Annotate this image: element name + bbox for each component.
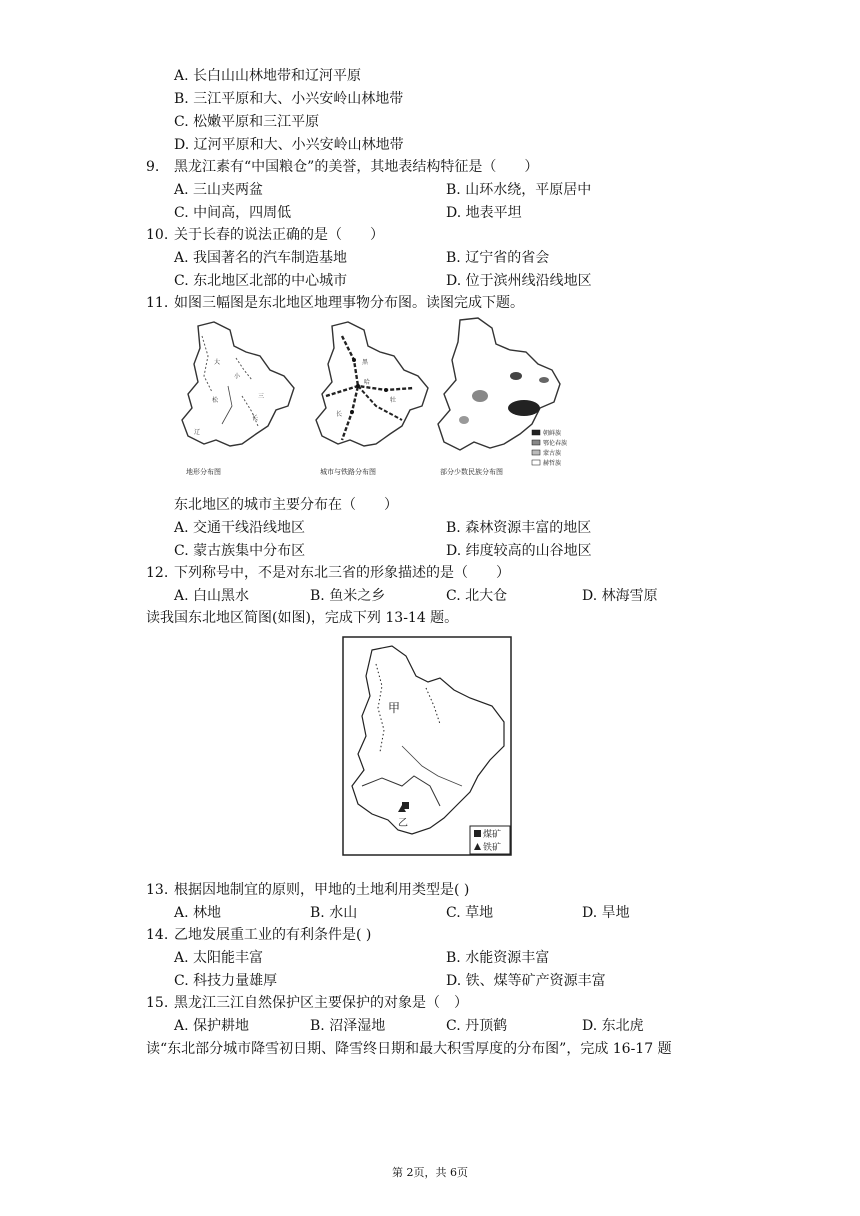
svg-text:鄂伦春族: 鄂伦春族: [543, 440, 568, 447]
q10-option-a: A. 我国著名的汽车制造基地: [174, 250, 348, 266]
page-footer: 第 2页，共 6页: [392, 1166, 468, 1179]
svg-text:牡: 牡: [390, 397, 397, 404]
intro-16-17: 读“东北部分城市降雪初日期、降雪终日期和最大积雪厚度的分布图”，完成 16-17 题: [146, 1041, 672, 1057]
q8-option-c: C. 松嫩平原和三江平原: [174, 114, 320, 130]
svg-text:黑: 黑: [362, 359, 369, 366]
q14-option-a: A. 太阳能丰富: [174, 950, 264, 966]
q8-option-d: D. 辽河平原和大、小兴安岭山林地带: [174, 137, 404, 153]
legend-iron: 铁矿: [483, 843, 502, 853]
svg-text:赫哲族: 赫哲族: [543, 460, 562, 467]
q13-stem: 13. 根据因地制宜的原则，甲地的土地利用类型是( ): [146, 882, 470, 898]
q11-maps-figure: [172, 316, 612, 488]
q10-option-c: C. 东北地区北部的中心城市: [174, 273, 348, 289]
q9-option-c: C. 中间高，四周低: [174, 205, 292, 221]
q15-option-d: D. 东北虎: [582, 1018, 644, 1034]
q9-option-a: A. 三山夹两盆: [174, 182, 264, 198]
q15-option-c: C. 丹顶鹤: [446, 1018, 508, 1034]
intro-13-14: 读我国东北地区简图(如图)，完成下列 13-14 题。: [146, 610, 459, 626]
svg-text:朝鲜族: 朝鲜族: [543, 430, 562, 437]
q12-option-d: D. 林海雪原: [582, 588, 658, 604]
q14-option-c: C. 科技力量雄厚: [174, 973, 278, 989]
q15-option-b: B. 沼泽湿地: [310, 1018, 386, 1034]
q12-option-a: A. 白山黑水: [174, 588, 250, 604]
q10-option-d: D. 位于滨州线沿线地区: [446, 273, 592, 289]
q9-stem: 9. 黑龙江素有“中国粮仓”的美誉，其地表结构特征是（ ）: [146, 159, 539, 175]
q13-option-b: B. 水山: [310, 905, 358, 921]
q15-option-a: A. 保护耕地: [174, 1018, 250, 1034]
q13-option-c: C. 草地: [446, 905, 494, 921]
label-yi: 乙: [398, 818, 408, 829]
q11-option-b: B. 森林资源丰富的地区: [446, 520, 592, 536]
legend-coal: 煤矿: [483, 830, 502, 840]
city-railway-map: [316, 322, 428, 476]
q8-option-a: A. 长白山山林地带和辽河平原: [174, 68, 362, 84]
q9-option-b: B. 山环水绕，平原居中: [446, 182, 592, 198]
q11-option-a: A. 交通干线沿线地区: [174, 520, 306, 536]
svg-text:长: 长: [252, 415, 259, 422]
q12-option-b: B. 鱼米之乡: [310, 588, 386, 604]
city-railway-map-caption: 城市与铁路分布图: [320, 468, 376, 476]
svg-text:辽: 辽: [194, 429, 201, 436]
terrain-map: [182, 322, 294, 476]
svg-text:三: 三: [258, 393, 265, 400]
q11-option-d: D. 纬度较高的山谷地区: [446, 543, 592, 559]
q11-sub-stem: 东北地区的城市主要分布在（ ）: [174, 497, 398, 513]
minority-map-caption: 部分少数民族分布图: [440, 468, 503, 476]
q15-stem: 15. 黑龙江三江自然保护区主要保护的对象是（ ）: [146, 995, 468, 1011]
q11-option-c: C. 蒙古族集中分布区: [174, 543, 306, 559]
svg-text:长: 长: [336, 411, 343, 418]
minority-map: [438, 318, 567, 476]
svg-text:哈: 哈: [364, 379, 371, 386]
svg-text:大: 大: [214, 359, 221, 366]
q12-option-c: C. 北大仓: [446, 588, 508, 604]
q13-option-a: A. 林地: [174, 905, 222, 921]
label-jia: 甲: [388, 701, 401, 715]
svg-text:小: 小: [234, 373, 241, 380]
svg-text:蒙古族: 蒙古族: [543, 450, 562, 457]
q14-option-d: D. 铁、煤等矿产资源丰富: [446, 973, 606, 989]
q8-option-b: B. 三江平原和大、小兴安岭山林地带: [174, 91, 404, 107]
svg-text:松: 松: [212, 397, 219, 404]
q13-option-d: D. 旱地: [582, 905, 630, 921]
terrain-map-caption: 地形分布图: [186, 468, 221, 476]
q12-stem: 12. 下列称号中，不是对东北三省的形象描述的是（ ）: [146, 565, 510, 581]
q14-option-b: B. 水能资源丰富: [446, 950, 550, 966]
q10-option-b: B. 辽宁省的省会: [446, 250, 550, 266]
q14-stem: 14. 乙地发展重工业的有利条件是( ): [146, 927, 372, 943]
q10-stem: 10. 关于长春的说法正确的是（ ）: [146, 227, 384, 243]
q11-stem: 11. 如图三幅图是东北地区地理事物分布图。读图完成下题。: [146, 295, 524, 311]
northeast-map: [342, 636, 512, 856]
q9-option-d: D. 地表平坦: [446, 205, 522, 221]
